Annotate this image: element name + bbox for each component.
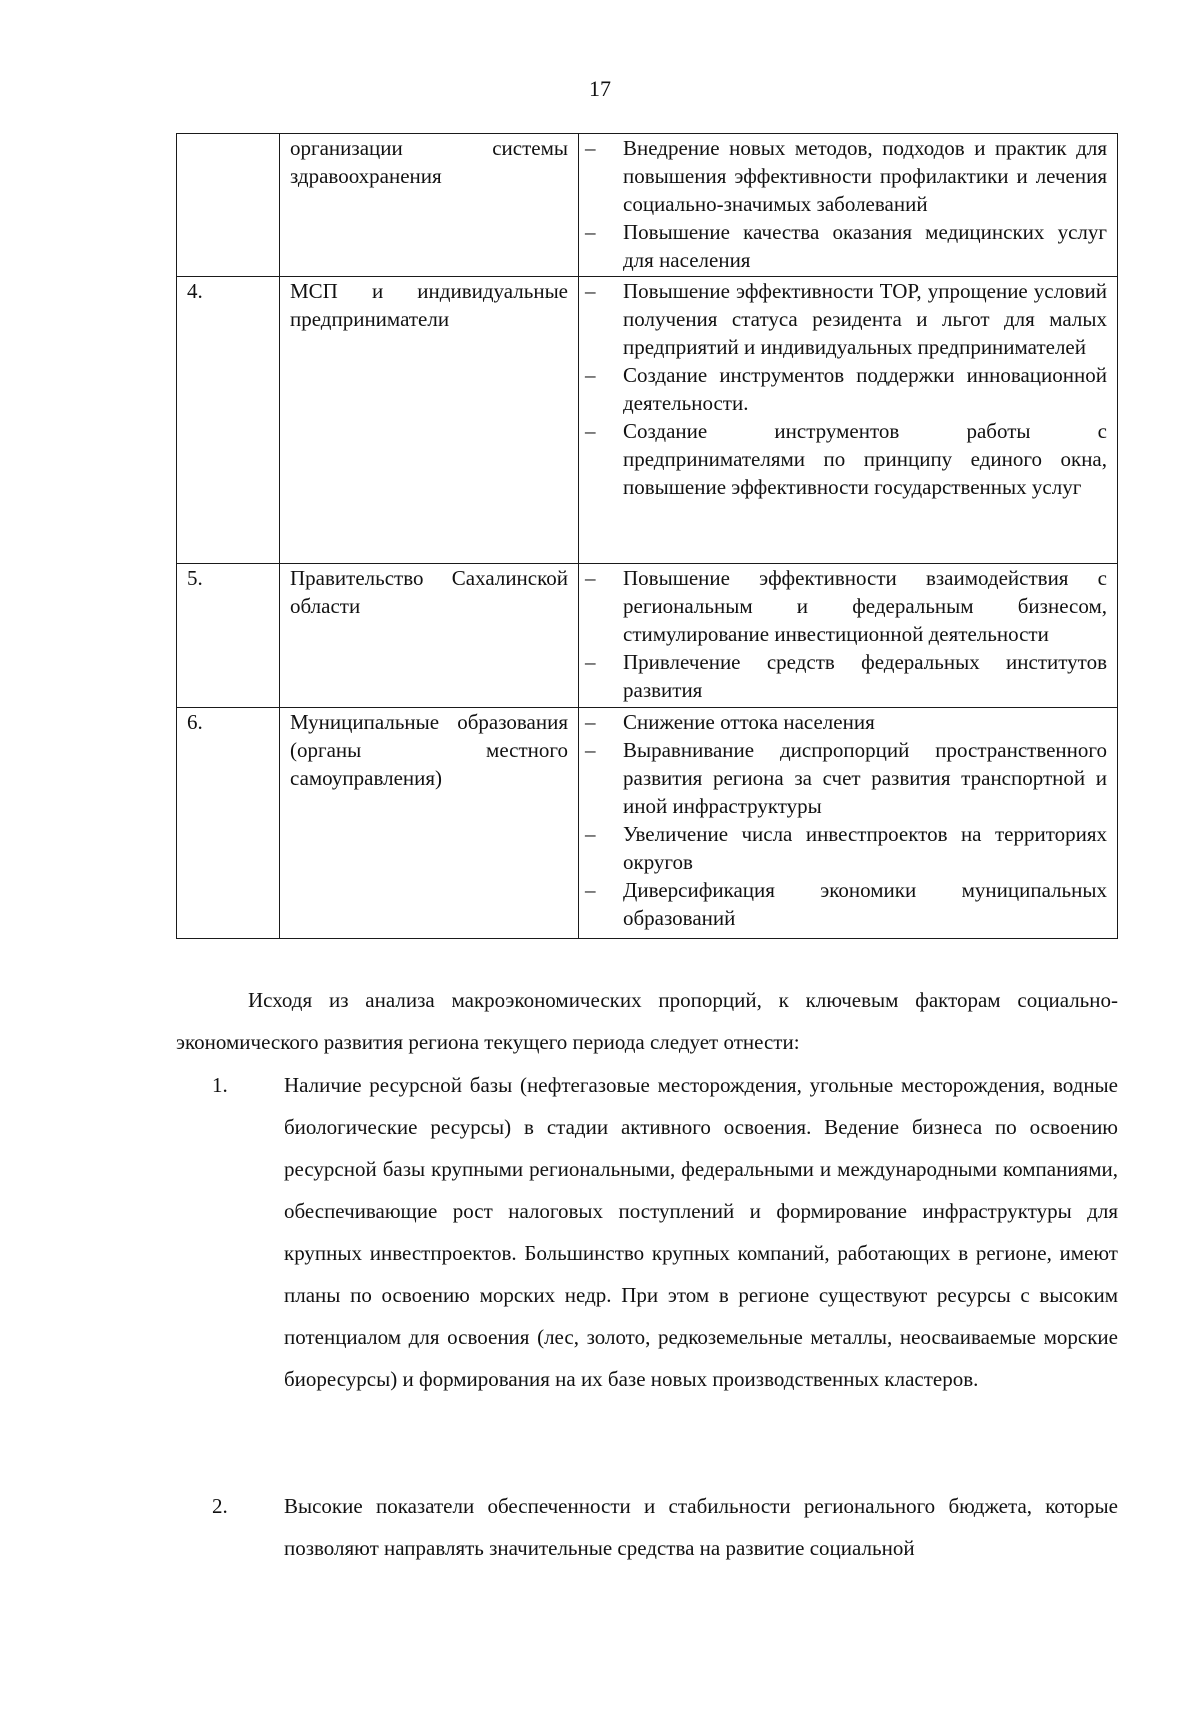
row-number: 6. — [177, 708, 280, 939]
row-directions — [579, 134, 1118, 277]
intro-paragraph — [176, 979, 1118, 1063]
direction-item: – Увеличение числа инвестпроектов на территориях округов — [579, 820, 1107, 876]
row-subject: Правительство Сахалинской области — [280, 564, 579, 708]
direction-item: – Повышение качества оказания медицинских услуг для населения — [579, 218, 1107, 274]
direction-item: – Повышение эффективности ТОР, упрощение условий получения статуса резидента и льгот для малых предприятий и индивидуальных предпринимателей — [579, 277, 1107, 361]
direction-item: – Повышение эффективности взаимодействия с региональным и федеральным бизнесом, стимулирование инвестиционной деятельности — [579, 564, 1107, 648]
row-directions — [579, 708, 1118, 939]
intro-paragraph-text: Исходя из анализа макроэкономических пропорций, к ключевым факторам социально-экономического развития региона текущего периода следует отнести: — [176, 988, 1118, 1054]
row-directions — [579, 277, 1118, 564]
list-item-number: 2. — [212, 1494, 228, 1518]
direction-item: – Создание инструментов поддержки инновационной деятельности. — [579, 361, 1107, 417]
table-row — [177, 277, 1118, 564]
table-row — [177, 134, 1118, 277]
list-item-number: 1. — [212, 1073, 228, 1097]
table-row — [177, 564, 1118, 708]
row-number: 4. — [177, 277, 280, 564]
stakeholder-table — [176, 133, 1118, 939]
row-number — [177, 134, 280, 277]
direction-item: – Выравнивание диспропорций пространственного развития региона за счет развития транспортной и иной инфраструктуры — [579, 736, 1107, 820]
table-row — [177, 708, 1118, 939]
list-item-text: Наличие ресурсной базы (нефтегазовые месторождения, угольные месторождения, водные биологические ресурсы) в стадии активного освоения. Ведение бизнеса по освоению ресурсной базы крупными региональными, федеральными и международными компаниями, обеспечивающие рост налоговых поступлений и формирование инфраструктуры для крупных инвестпроектов. Большинство крупных компаний, работающих в регионе, имеют планы по освоению морских недр. При этом в регионе существуют ресурсы с высоким потенциалом для освоения (лес, золото, редкоземельные металлы, неосваиваемые морские биоресурсы) и формирования на их базе новых производственных кластеров. — [284, 1073, 1118, 1391]
row-directions — [579, 564, 1118, 708]
row-subject: организации системы здравоохранения — [280, 134, 579, 277]
direction-item: – Внедрение новых методов, подходов и практик для повышения эффективности профилактики и лечения социально-значимых заболеваний — [579, 134, 1107, 218]
page-number: 17 — [589, 76, 611, 101]
list-item — [176, 1064, 1118, 1400]
direction-item: – Привлечение средств федеральных институтов развития — [579, 648, 1107, 704]
direction-item: – Создание инструментов работы с предпринимателями по принципу единого окна, повышение эффективности государственных услуг — [579, 417, 1107, 501]
direction-item: – Диверсификация экономики муниципальных образований — [579, 876, 1107, 932]
list-item — [176, 1485, 1118, 1569]
direction-item: – Снижение оттока населения — [579, 708, 1107, 736]
row-subject: Муниципальные образования (органы местного самоуправления) — [280, 708, 579, 939]
list-item-text: Высокие показатели обеспеченности и стабильности регионального бюджета, которые позволяют направлять значительные средства на развитие социальной — [284, 1494, 1118, 1560]
row-number: 5. — [177, 564, 280, 708]
row-subject: МСП и индивидуальные предприниматели — [280, 277, 579, 564]
